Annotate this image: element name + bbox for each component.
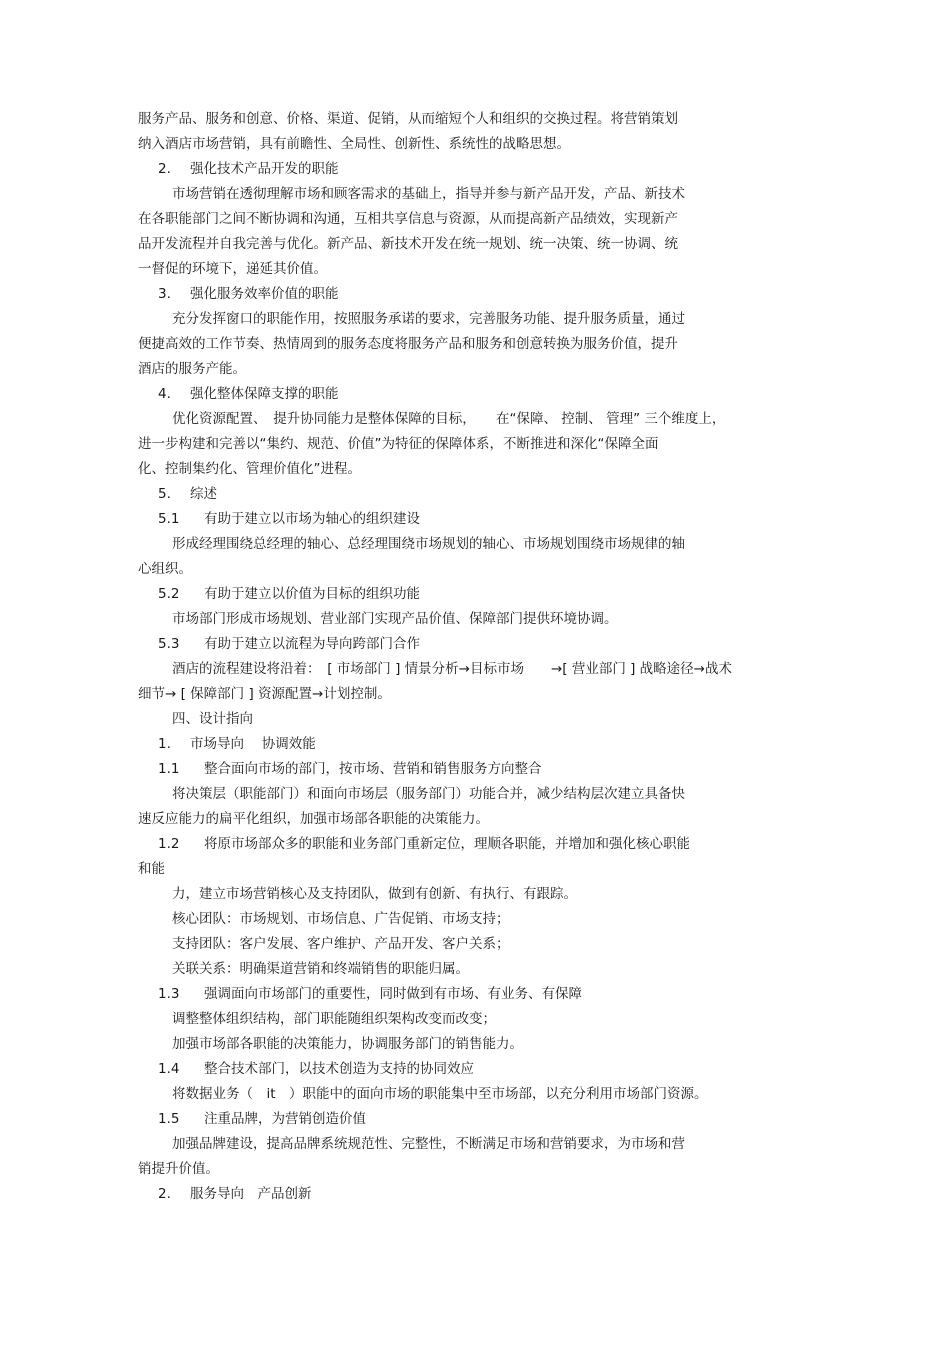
section-number: 1. [158, 736, 171, 752]
paragraph-line: 纳入酒店市场营销，具有前瞻性、全局性、创新性、系统性的战略思想。 [138, 136, 570, 152]
section-heading [158, 1059, 474, 1079]
paragraph-line: 四、设计指向 [172, 711, 253, 727]
section-heading [158, 634, 420, 654]
paragraph-line: 品开发流程并自我完善与优化。新产品、新技术开发在统一规划、统一决策、统一协调、统 [138, 236, 678, 252]
section-heading [158, 584, 420, 604]
section-title: 市场导向 协调效能 [190, 736, 316, 752]
section-heading [158, 284, 339, 304]
section-number: 5.3 [158, 636, 180, 652]
paragraph-line: 酒店的服务产能。 [138, 361, 246, 377]
section-title: 有助于建立以价值为目标的组织功能 [204, 586, 420, 602]
section-number: 1.3 [158, 986, 180, 1002]
section-number: 5.2 [158, 586, 180, 602]
section-number: 1.5 [158, 1111, 180, 1127]
section-heading [158, 734, 316, 754]
paragraph-line: 酒店的流程建设将沿着： [ 市场部门 ] 情景分析→目标市场 →[ 营业部门 ] 战略途径→战术 [172, 661, 732, 677]
section-heading [158, 1184, 312, 1204]
section-title: 强化服务效率价值的职能 [190, 286, 339, 302]
section-title: 有助于建立以流程为导向跨部门合作 [204, 636, 420, 652]
paragraph-line: 加强品牌建设，提高品牌系统规范性、完整性，不断满足市场和营销要求，为市场和营 [172, 1136, 685, 1152]
paragraph-line: 服务产品、服务和创意、价格、渠道、促销，从而缩短个人和组织的交换过程。将营销策划 [138, 111, 678, 127]
paragraph-line: 形成经理围绕总经理的轴心、总经理围绕市场规划的轴心、市场规划围绕市场规律的轴 [172, 536, 685, 552]
section-heading [158, 1109, 366, 1129]
section-title: 综述 [190, 486, 217, 502]
paragraph-line: 将决策层（职能部门）和面向市场层（服务部门）功能合并，减少结构层次建立具备快 [172, 786, 685, 802]
section-number: 1.4 [158, 1061, 180, 1077]
section-number: 2. [158, 1186, 171, 1202]
section-number: 5.1 [158, 511, 180, 527]
paragraph-line: 化、控制集约化、管理价值化”进程。 [138, 461, 361, 477]
paragraph-line: 细节→ [ 保障部门 ] 资源配置→计划控制。 [138, 686, 391, 702]
section-heading [158, 984, 582, 1004]
paragraph-line: 加强市场部各职能的决策能力，协调服务部门的销售能力。 [172, 1036, 523, 1052]
paragraph-line: 心组织。 [138, 561, 192, 577]
paragraph-line: 便捷高效的工作节奏、热情周到的服务态度将服务产品和服务和创意转换为服务价值，提升 [138, 336, 678, 352]
paragraph-line: 一督促的环境下，递延其价值。 [138, 261, 327, 277]
section-title: 强化整体保障支撑的职能 [190, 386, 339, 402]
section-title: 将原市场部众多的职能和业务部门重新定位，理顺各职能，并增加和强化核心职能 [204, 836, 690, 852]
paragraph-line: 进一步构建和完善以“集约、规范、价值”为特征的保障体系，不断推进和深化“保障全面 [138, 436, 659, 452]
paragraph-line: 调整整体组织结构，部门职能随组织架构改变而改变； [172, 1011, 496, 1027]
section-title: 注重品牌，为营销创造价值 [204, 1111, 366, 1127]
section-title: 整合技术部门，以技术创造为支持的协同效应 [204, 1061, 474, 1077]
paragraph-line: 销提升价值。 [138, 1161, 219, 1177]
paragraph-line: 优化资源配置、 提升协同能力是整体保障的目标， 在“保障、 控制、 管理” 三个维度上， [172, 411, 726, 427]
section-number: 5. [158, 486, 171, 502]
paragraph-line: 核心团队：市场规划、市场信息、广告促销、市场支持； [172, 911, 510, 927]
paragraph-line: 将数据业务（ it ）职能中的面向市场的职能集中至市场部，以充分利用市场部门资源。 [172, 1086, 708, 1102]
section-heading [158, 384, 339, 404]
section-heading [158, 484, 217, 504]
section-number: 4. [158, 386, 171, 402]
section-title: 服务导向 产品创新 [190, 1186, 312, 1202]
section-title: 强调面向市场部门的重要性，同时做到有市场、有业务、有保障 [204, 986, 582, 1002]
paragraph-line: 和能 [138, 861, 165, 877]
paragraph-line: 市场部门形成市场规划、营业部门实现产品价值、保障部门提供环境协调。 [172, 611, 618, 627]
section-number: 3. [158, 286, 171, 302]
paragraph-line: 关联关系：明确渠道营销和终端销售的职能归属。 [172, 961, 469, 977]
paragraph-line: 在各职能部门之间不断协调和沟通，互相共享信息与资源，从而提高新产品绩效，实现新产 [138, 211, 678, 227]
section-number: 1.2 [158, 836, 180, 852]
section-number: 1.1 [158, 761, 180, 777]
paragraph-line: 速反应能力的扁平化组织，加强市场部各职能的决策能力。 [138, 811, 489, 827]
section-heading [158, 159, 339, 179]
paragraph-line: 充分发挥窗口的职能作用，按照服务承诺的要求，完善服务功能、提升服务质量，通过 [172, 311, 685, 327]
section-title: 整合面向市场的部门，按市场、营销和销售服务方向整合 [204, 761, 542, 777]
section-heading [158, 834, 690, 854]
section-heading [158, 759, 542, 779]
paragraph-line: 支持团队：客户发展、客户维护、产品开发、客户关系； [172, 936, 510, 952]
section-title: 强化技术产品开发的职能 [190, 161, 339, 177]
section-number: 2. [158, 161, 171, 177]
paragraph-line: 市场营销在透彻理解市场和顾客需求的基础上，指导并参与新产品开发，产品、新技术 [172, 186, 685, 202]
paragraph-line: 力，建立市场营销核心及支持团队，做到有创新、有执行、有跟踪。 [172, 886, 577, 902]
section-title: 有助于建立以市场为轴心的组织建设 [204, 511, 420, 527]
section-heading [158, 509, 420, 529]
